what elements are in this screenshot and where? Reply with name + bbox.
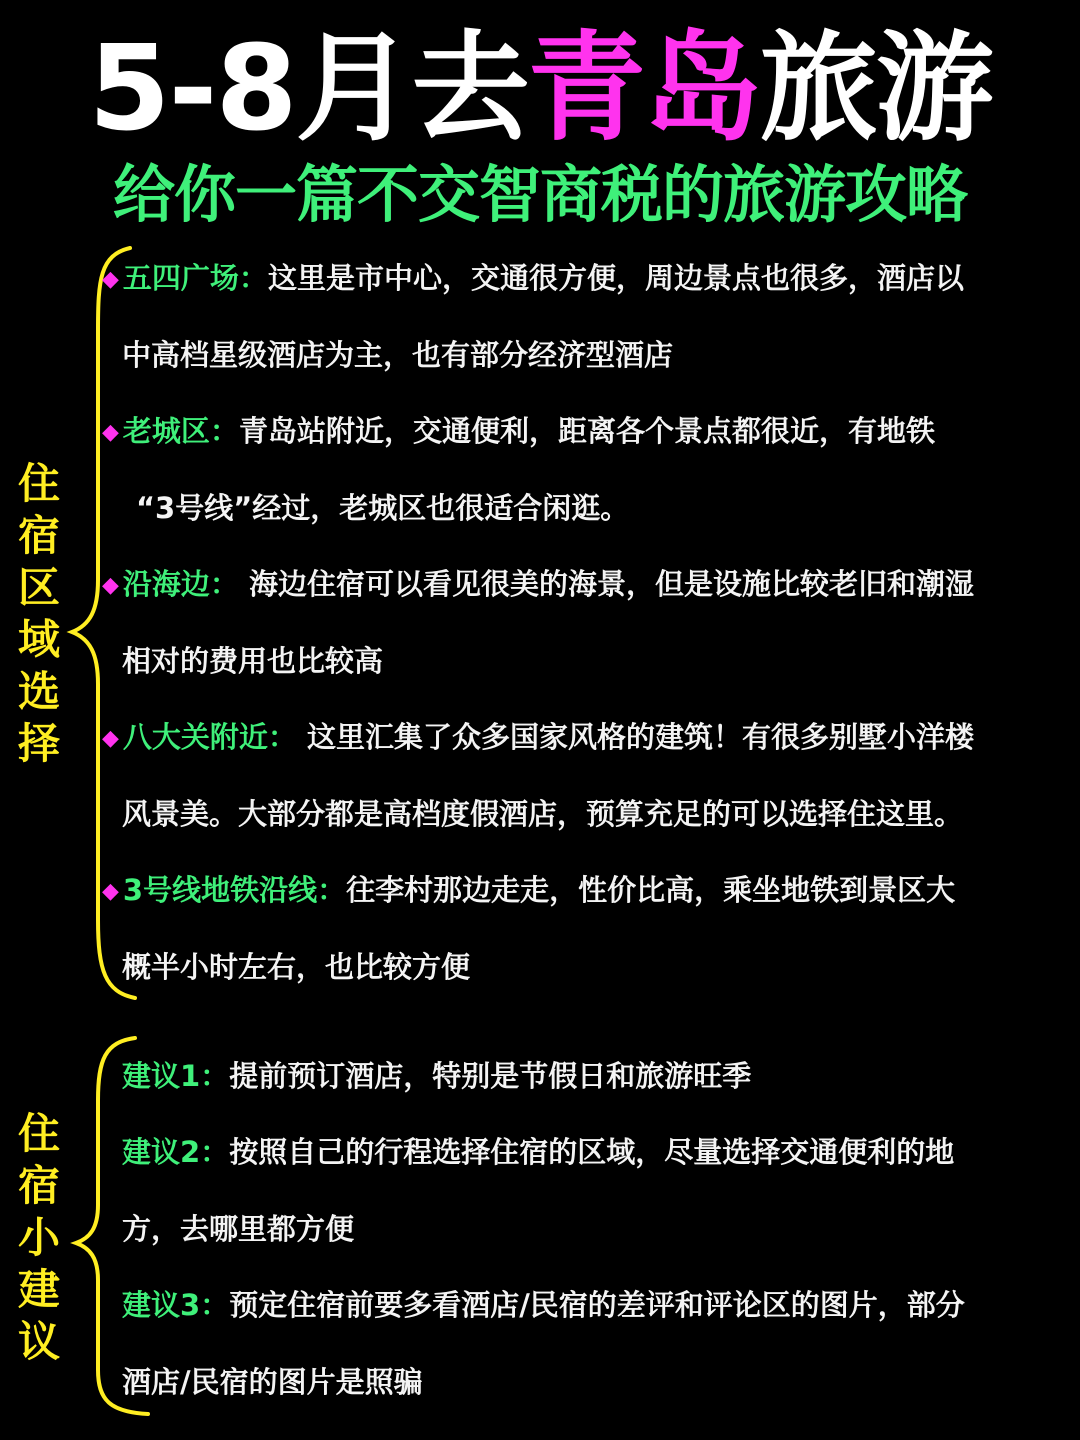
item-text-continued: 方，去哪里都方便	[122, 1212, 355, 1246]
list-item	[102, 258, 964, 300]
label-char: 住	[17, 1109, 60, 1158]
title-highlight: 青岛	[527, 19, 760, 157]
section-label-accommodation-area	[14, 458, 64, 770]
item-key: 建议3：	[122, 1288, 230, 1322]
item-text-continued: 酒店/民宿的图片是照骗	[122, 1365, 423, 1399]
item-text: 青岛站附近，交通便利，距离各个景点都很近，有地铁	[238, 414, 935, 448]
item-key: 老城区：	[122, 414, 239, 448]
label-char: 选	[17, 667, 60, 716]
label-char: 建	[17, 1265, 60, 1314]
title-suffix: 旅游	[759, 19, 992, 157]
item-text-continued: “3号线”经过，老城区也很适合闲逛。	[136, 491, 630, 525]
item-text-continued: 中高档星级酒店为主，也有部分经济型酒店	[122, 338, 674, 372]
diamond-bullet-icon: ◆	[102, 726, 119, 751]
label-char: 议	[17, 1317, 60, 1366]
item-text-continued: 概半小时左右，也比较方便	[122, 950, 471, 984]
item-key: 3号线地铁沿线：	[122, 873, 347, 907]
diamond-bullet-icon: ◆	[102, 420, 119, 445]
page-title	[0, 18, 1080, 158]
item-key: 建议1：	[122, 1059, 230, 1093]
list-item	[122, 1132, 954, 1172]
list-item	[102, 564, 974, 606]
item-text: 预定住宿前要多看酒店/民宿的差评和评论区的图片，部分	[229, 1288, 965, 1322]
list-item	[102, 411, 935, 453]
label-char: 小	[17, 1213, 60, 1262]
label-char: 住	[17, 459, 60, 508]
page-subtitle: 给你一篇不交智商税的旅游攻略	[112, 158, 967, 231]
title-prefix: 5-8月去	[88, 19, 528, 157]
label-char: 域	[17, 615, 60, 664]
list-item	[102, 717, 974, 759]
item-text: 提前预订酒店，特别是节假日和旅游旺季	[229, 1059, 752, 1093]
item-key: 五四广场：	[122, 261, 268, 295]
diamond-bullet-icon: ◆	[102, 573, 119, 598]
label-char: 区	[17, 563, 60, 612]
item-text-continued: 风景美。大部分都是高档度假酒店，预算充足的可以选择住这里。	[122, 797, 964, 831]
label-char: 择	[17, 719, 60, 768]
label-char: 宿	[17, 1161, 60, 1210]
label-char: 宿	[17, 511, 60, 560]
list-item	[122, 1056, 751, 1096]
item-text: 海边住宿可以看见很美的海景，但是设施比较老旧和潮湿	[238, 567, 975, 601]
item-key: 八大关附近：	[122, 720, 297, 754]
item-key: 建议2：	[122, 1135, 230, 1169]
item-key: 沿海边：	[122, 567, 239, 601]
list-item	[122, 1285, 965, 1325]
item-text: 这里是市中心，交通很方便，周边景点也很多，酒店以	[267, 261, 964, 295]
item-text: 往李村那边走走，性价比高，乘坐地铁到景区大	[346, 873, 956, 907]
section-label-accommodation-tips	[14, 1108, 64, 1368]
item-text: 这里汇集了众多国家风格的建筑！有很多别墅小洋楼	[296, 720, 975, 754]
item-text-continued: 相对的费用也比较高	[122, 644, 384, 678]
diamond-bullet-icon: ◆	[102, 879, 119, 904]
list-item	[102, 870, 955, 912]
diamond-bullet-icon: ◆	[102, 267, 119, 292]
item-text: 按照自己的行程选择住宿的区域，尽量选择交通便利的地	[229, 1135, 955, 1169]
